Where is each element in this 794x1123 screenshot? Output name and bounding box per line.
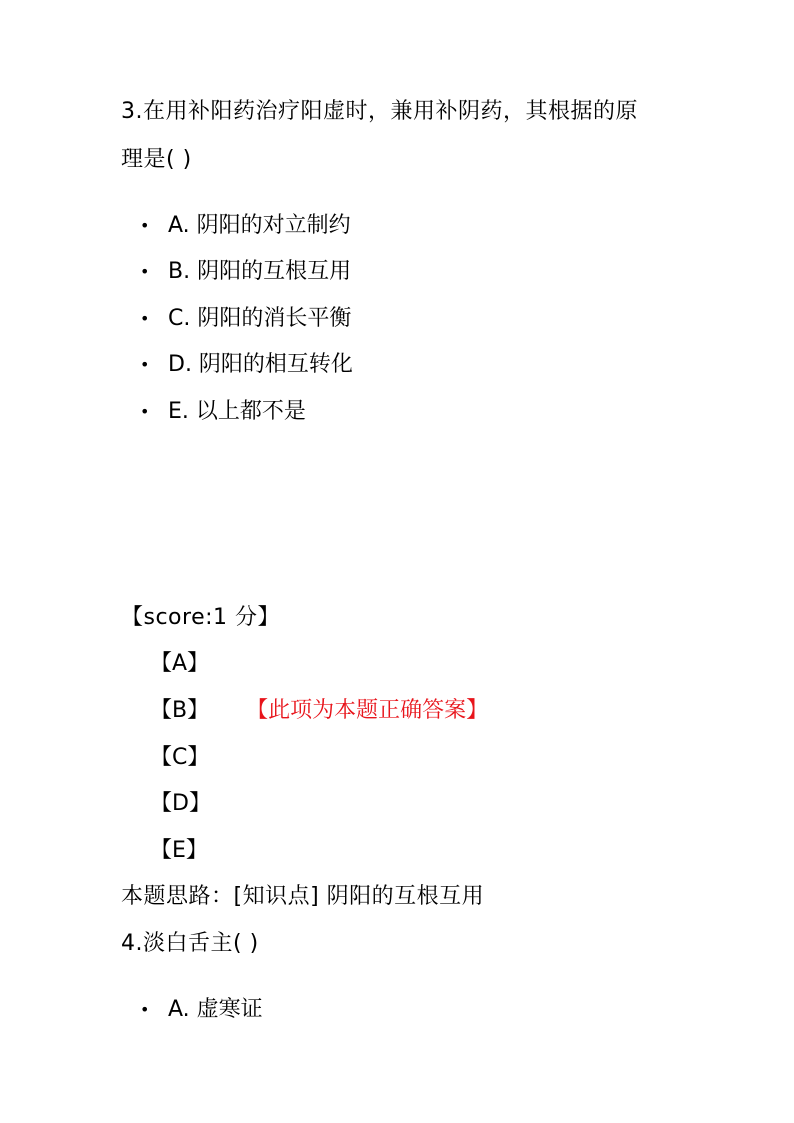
option-label: E. 以上都不是	[168, 399, 306, 424]
question-3-option-d	[140, 350, 353, 380]
bullet-icon: •	[140, 402, 150, 421]
correct-answer-note: 【此项为本题正确答案】	[257, 698, 489, 723]
option-label: C. 阴阳的消长平衡	[168, 306, 352, 331]
answer-e: 【E】	[150, 838, 208, 863]
answer-c: 【C】	[150, 745, 210, 770]
option-label: A. 阴阳的对立制约	[168, 213, 351, 238]
bullet-icon: •	[140, 262, 150, 281]
answer-d: 【D】	[150, 791, 211, 816]
bullet-icon: •	[140, 355, 150, 374]
answer-b	[150, 696, 488, 726]
question-3-text-line1: 3.在用补阳药治疗阳虚时，兼用补阴药，其根据的原	[121, 99, 638, 124]
question-3-option-e	[140, 397, 306, 427]
question-4-option-a	[140, 995, 263, 1025]
bullet-icon: •	[140, 1000, 150, 1019]
question-3-option-c	[140, 304, 351, 334]
answer-b-label: 【B】	[150, 698, 210, 723]
question-4-text: 4.淡白舌主( )	[121, 931, 259, 956]
score-label: 【score:1 分】	[121, 605, 281, 630]
answer-a: 【A】	[150, 651, 210, 676]
explanation-text: 本题思路：[知识点] 阴阳的互根互用	[121, 884, 485, 909]
option-label: A. 虚寒证	[168, 997, 263, 1022]
option-label: B. 阴阳的互根互用	[168, 259, 352, 284]
bullet-icon: •	[140, 309, 150, 328]
question-3-text-line2: 理是( )	[121, 147, 192, 172]
question-3-option-a	[140, 211, 351, 241]
bullet-icon: •	[140, 216, 150, 235]
question-3-option-b	[140, 257, 351, 287]
option-label: D. 阴阳的相互转化	[168, 352, 353, 377]
